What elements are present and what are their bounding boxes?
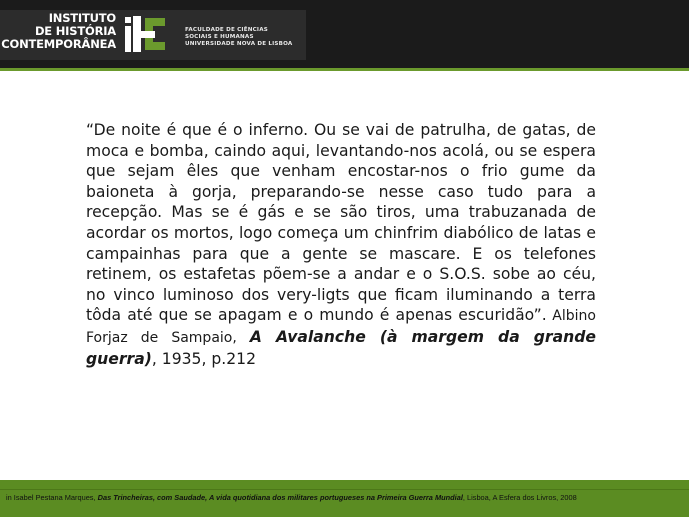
quote-work-title: A Avalanche (à margem da grande guerra) [86, 327, 596, 368]
footer-suffix: , Lisboa, A Esfera dos Livros, 2008 [462, 493, 577, 502]
quote-block [86, 120, 596, 369]
footer-divider [0, 489, 689, 490]
faculty-name-line-2: SOCIAIS E HUMANAS [185, 34, 254, 40]
institute-name [1, 12, 116, 51]
quote-year-page: , 1935, p.212 [151, 349, 257, 368]
quote-text: “De noite é que é o inferno. Ou se vai de patrulha, de gatas, de moca e bomba, caindo aqui, levantando-nos acolá, ou se espera que sejam êles que venham encostar-nos o frio gume da baioneta à gorja, preparando-se nesse caso tudo para a recepção. Mas se é gás e se são tiros, uma trabuzanada de acordar os mortos, logo começa um chinfrim diabólico de latas e campainhas para que a gente se mascare. E os telefones retinem, os estafetas põem-se a andar e o S.O.S. sobe ao céu, no vinco luminoso dos very-ligts que ficam iluminando a terra tôda até que se apagam e o mundo é apenas escuridão”. [86, 121, 596, 325]
quote-author: Albino Forjaz de Sampaio, [86, 308, 596, 346]
footer-citation [6, 493, 577, 502]
institute-name-line-2: DE HISTÓRIA [34, 24, 116, 38]
footer-prefix: in Isabel Pestana Marques, [6, 493, 98, 502]
institute-logo [0, 10, 306, 60]
institute-name-line-3: CONTEMPORÂNEA [1, 37, 116, 51]
ihc-logo-icon [123, 14, 169, 54]
faculty-name-line-1: FACULDADE DE CIÊNCIAS [185, 27, 268, 33]
faculty-name [185, 27, 292, 48]
institute-name-line-1: INSTITUTO [48, 11, 116, 25]
faculty-name-line-3: UNIVERSIDADE NOVA DE LISBOA [185, 41, 293, 47]
header-divider [0, 68, 689, 71]
footer-book-title: Das Trincheiras, com Saudade, A vida quotidiana dos militares portugueses na Primeira Guerra Mundial [97, 493, 463, 502]
